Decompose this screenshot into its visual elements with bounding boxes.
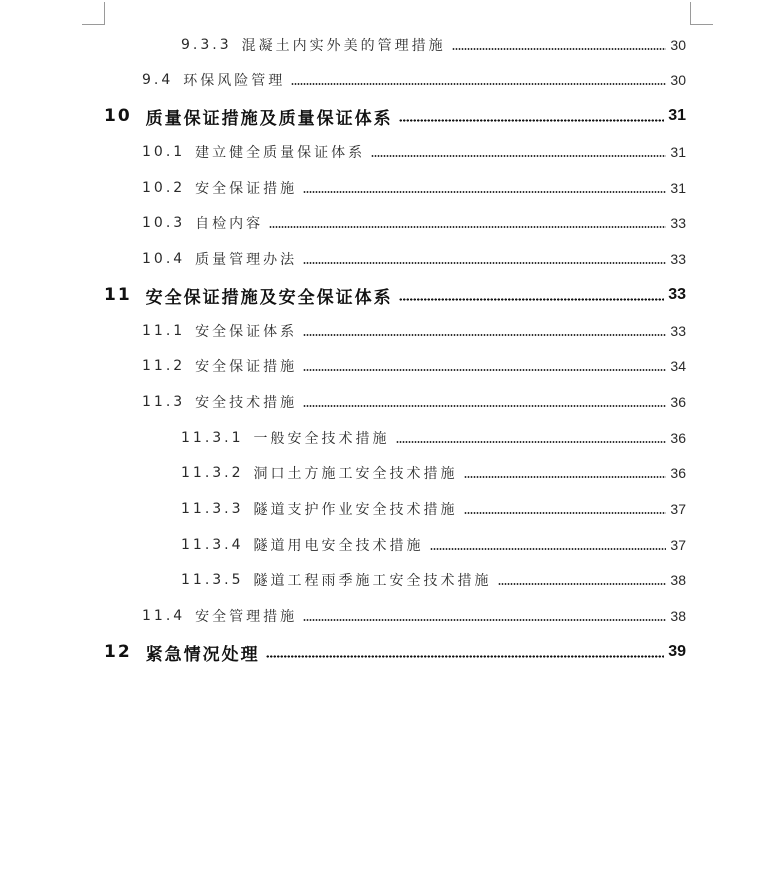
toc-number: 10.1	[142, 144, 186, 160]
dot-leader	[303, 191, 666, 193]
toc-entry-10-1[interactable]	[142, 139, 686, 165]
dot-leader	[452, 48, 667, 50]
dot-leader	[399, 119, 665, 122]
dot-leader	[266, 655, 665, 658]
toc-number: 9.3.3	[181, 37, 232, 53]
toc-title: 隧道用电安全技术措施	[253, 538, 424, 554]
margin-corner-mark-right	[690, 2, 713, 25]
dot-leader	[303, 405, 666, 407]
toc-page-number: 33	[668, 286, 686, 303]
toc-title: 隧道工程雨季施工安全技术措施	[253, 573, 492, 589]
toc-title: 安全管理措施	[195, 609, 298, 625]
toc-entry-10-3[interactable]	[142, 210, 686, 236]
toc-title: 质量保证措施及质量保证体系	[145, 108, 393, 129]
toc-number: 11.3.4	[181, 537, 244, 553]
toc-number: 11.1	[142, 323, 186, 339]
toc-page-number: 36	[670, 394, 686, 410]
toc-number: 10	[104, 106, 132, 126]
toc-page-number: 36	[670, 465, 686, 481]
toc-page-number: 33	[670, 215, 686, 231]
toc-entry-11-4[interactable]	[142, 603, 686, 629]
toc-entry-10-2[interactable]	[142, 175, 686, 201]
toc-entry-11-2[interactable]	[142, 353, 686, 379]
dot-leader	[464, 476, 667, 478]
toc-number: 12	[104, 642, 132, 662]
toc-page-number: 30	[670, 72, 686, 88]
toc-page-number: 37	[670, 501, 686, 517]
toc-title: 安全保证措施	[195, 181, 298, 197]
dot-leader	[430, 548, 667, 550]
toc-entry-11-3-3[interactable]	[181, 496, 686, 522]
toc-number: 11.3.2	[181, 465, 244, 481]
toc-number: 11.3	[142, 394, 186, 410]
toc-entry-11-3[interactable]	[142, 389, 686, 415]
toc-title: 质量管理办法	[195, 252, 298, 268]
toc-entry-11-3-4[interactable]	[181, 532, 686, 558]
toc-title: 紧急情况处理	[145, 644, 260, 665]
toc-number: 11	[104, 285, 132, 305]
toc-page-number: 33	[670, 251, 686, 267]
dot-leader	[303, 619, 666, 621]
toc-page-number: 31	[668, 107, 686, 124]
toc-number: 10.3	[142, 215, 186, 231]
toc-page-number: 31	[670, 180, 686, 196]
dot-leader	[399, 298, 665, 301]
toc-number: 11.3.1	[181, 430, 244, 446]
toc-entry-10-4[interactable]	[142, 246, 686, 272]
toc-page-number: 30	[670, 37, 686, 53]
toc-number: 11.3.5	[181, 572, 244, 588]
toc-entry-11[interactable]	[104, 282, 686, 308]
toc-title: 混凝土内实外美的管理措施	[241, 38, 446, 54]
toc-page-number: 38	[670, 572, 686, 588]
toc-number: 10.4	[142, 251, 186, 267]
dot-leader	[371, 155, 666, 157]
toc-number: 11.2	[142, 358, 186, 374]
toc-entry-11-1[interactable]	[142, 318, 686, 344]
toc-title: 安全保证措施及安全保证体系	[145, 287, 393, 308]
toc-entry-11-3-5[interactable]	[181, 567, 686, 593]
dot-leader	[303, 369, 666, 371]
toc-page-number: 38	[670, 608, 686, 624]
dot-leader	[303, 334, 666, 336]
toc-title: 隧道支护作业安全技术措施	[253, 502, 458, 518]
dot-leader	[303, 262, 666, 264]
toc-title: 建立健全质量保证体系	[195, 145, 366, 161]
toc-entry-10[interactable]	[104, 103, 686, 129]
toc-title: 安全保证措施	[195, 359, 298, 375]
dot-leader	[396, 441, 667, 443]
toc-entry-11-3-1[interactable]	[181, 425, 686, 451]
toc-entry-9-3-3[interactable]	[181, 32, 686, 58]
toc-title: 一般安全技术措施	[253, 431, 390, 447]
dot-leader	[498, 583, 667, 585]
toc-entry-12[interactable]	[104, 639, 686, 665]
toc-title: 安全保证体系	[195, 324, 298, 340]
toc-page-number: 39	[668, 643, 686, 660]
toc-page-number: 33	[670, 323, 686, 339]
toc-page-number: 34	[670, 358, 686, 374]
toc-page-number: 31	[670, 144, 686, 160]
toc-number: 11.3.3	[181, 501, 244, 517]
toc-title: 洞口土方施工安全技术措施	[253, 466, 458, 482]
dot-leader	[269, 226, 666, 228]
dot-leader	[464, 512, 667, 514]
toc-title: 环保风险管理	[183, 73, 286, 89]
toc-number: 11.4	[142, 608, 186, 624]
dot-leader	[291, 83, 666, 85]
toc-entry-11-3-2[interactable]	[181, 460, 686, 486]
toc-title: 自检内容	[195, 216, 264, 232]
toc-page-number: 37	[670, 537, 686, 553]
toc-page-number: 36	[670, 430, 686, 446]
margin-corner-mark-left	[82, 2, 105, 25]
toc-number: 9.4	[142, 72, 174, 88]
toc-number: 10.2	[142, 180, 186, 196]
toc-title: 安全技术措施	[195, 395, 298, 411]
toc-entry-9-4[interactable]	[142, 67, 686, 93]
